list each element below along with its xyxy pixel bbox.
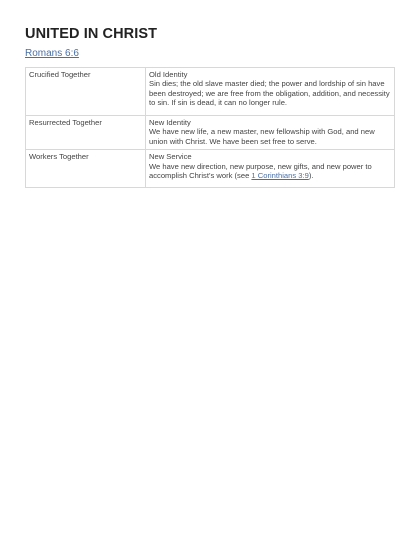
row-content bbox=[146, 68, 395, 116]
section-heading: New Service bbox=[149, 152, 192, 162]
row-content bbox=[146, 150, 395, 188]
section-body-text: ). bbox=[308, 171, 314, 181]
table-row bbox=[26, 68, 395, 116]
section-body-text: We have new direction, new purpose, new gifts, and new power to accomplish Christ’s work (see bbox=[149, 161, 372, 181]
section-body bbox=[149, 162, 391, 181]
page-title: UNITED IN CHRIST bbox=[25, 26, 158, 42]
identity-table bbox=[25, 67, 395, 188]
table-row bbox=[26, 116, 395, 150]
row-label: Workers Together bbox=[26, 150, 146, 188]
section-body: Sin dies; the old slave master died; the power and lordship of sin have been destroyed; we are free from the obligation, addition, and necessity to sin. If sin is dead, it can no longer rule. bbox=[149, 79, 390, 108]
row-label: Resurrected Together bbox=[26, 116, 146, 150]
section-heading: Old Identity bbox=[149, 70, 188, 79]
section-heading: New Identity bbox=[149, 118, 191, 127]
scripture-reference-link[interactable]: Romans 6:6 bbox=[25, 48, 79, 59]
cross-reference-link[interactable]: 1 Corinthians 3:9 bbox=[251, 171, 309, 181]
document-page bbox=[25, 26, 395, 188]
table-row bbox=[26, 150, 395, 188]
row-label: Crucified Together bbox=[26, 68, 146, 116]
section-body: We have new life, a new master, new fellowship with God, and new union with Christ. We have been set free to serve. bbox=[149, 127, 375, 146]
row-content bbox=[146, 116, 395, 150]
